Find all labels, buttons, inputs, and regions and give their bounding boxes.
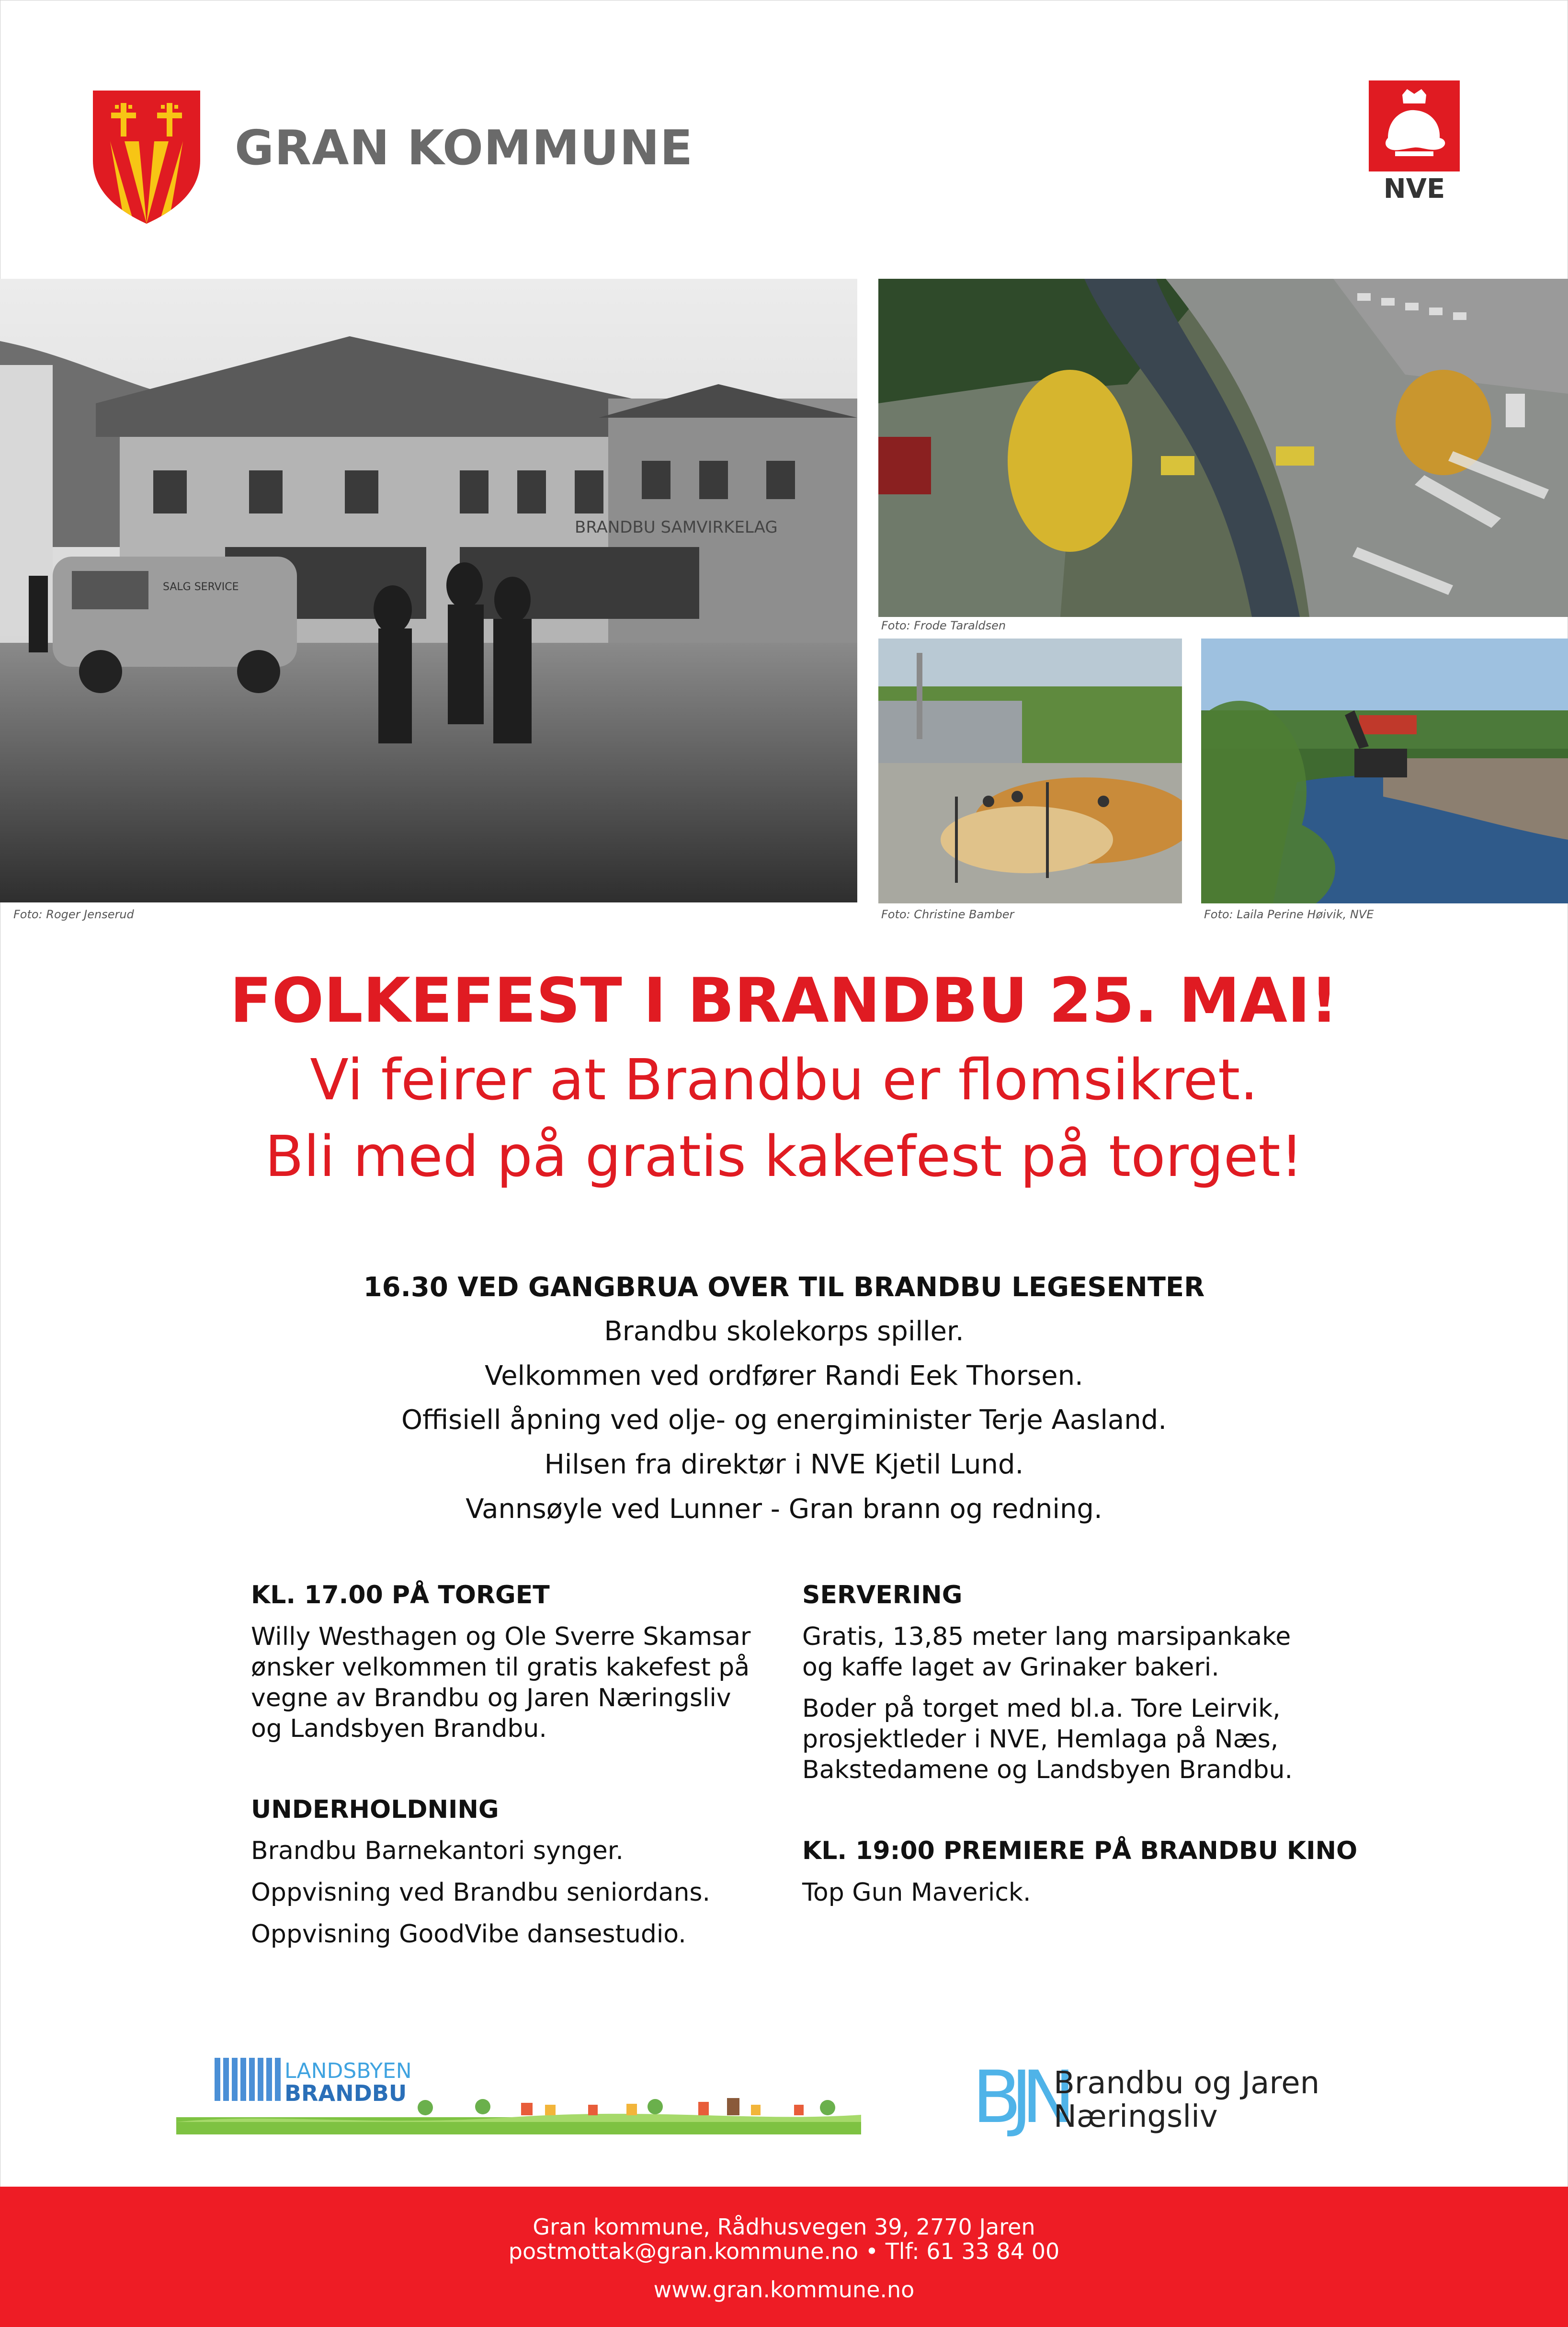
footer-bar — [0, 2187, 1568, 2327]
coat-of-arms-icon — [91, 89, 202, 225]
river-excavator-photo — [1201, 639, 1568, 903]
servering-line: prosjektleder i NVE, Hemlaga på Næs, — [802, 1725, 1279, 1754]
underholdning-line: Brandbu Barnekantori synger. — [251, 1837, 624, 1865]
servering-line: og kaffe laget av Grinaker bakeri. — [802, 1653, 1219, 1682]
program-heading: 16.30 VED GANGBRUA OVER TIL BRANDBU LEGESENTER — [363, 1272, 1205, 1303]
torget-heading: KL. 17.00 PÅ TORGET — [251, 1581, 550, 1609]
torget-line: vegne av Brandbu og Jaren Næringsliv — [251, 1684, 731, 1712]
headline-title: FOLKEFEST I BRANDBU 25. MAI! — [230, 965, 1338, 1037]
servering-line: Gratis, 13,85 meter lang marsipankake — [802, 1622, 1291, 1651]
landsbyen-brandbu-logo — [176, 2055, 861, 2136]
underholdning-line: Oppvisning GoodVibe dansestudio. — [251, 1920, 686, 1949]
torget-line: Willy Westhagen og Ole Sverre Skamsar — [251, 1622, 751, 1651]
program-line: Vannsøyle ved Lunner - Gran brann og redning. — [466, 1494, 1102, 1525]
van-sign-text: SALG SERVICE — [163, 581, 239, 593]
main-photo-caption: Foto: Roger Jenserud — [13, 908, 134, 921]
program-line: Offisiell åpning ved olje- og energiminister Terje Aasland. — [401, 1404, 1167, 1436]
nve-lion-emblem-icon — [1369, 80, 1460, 171]
headline-subtitle-2: Bli med på gratis kakefest på torget! — [265, 1123, 1303, 1189]
program-line: Brandbu skolekorps spiller. — [604, 1316, 964, 1347]
torget-line: og Landsbyen Brandbu. — [251, 1714, 547, 1743]
servering-line: Bakstedamene og Landsbyen Brandbu. — [802, 1756, 1293, 1784]
playground-photo-caption: Foto: Christine Bamber — [881, 908, 1014, 921]
river-photo-caption: Foto: Laila Perine Høivik, NVE — [1204, 908, 1374, 921]
kino-heading: KL. 19:00 PREMIERE PÅ BRANDBU KINO — [802, 1837, 1358, 1865]
bjn-line1: Brandbu og Jaren — [1054, 2065, 1320, 2101]
footer-website-link[interactable]: www.gran.kommune.no — [653, 2277, 915, 2303]
program-line: Hilsen fra direktør i NVE Kjetil Lund. — [544, 1449, 1024, 1480]
underholdning-line: Oppvisning ved Brandbu seniordans. — [251, 1878, 711, 1907]
nve-label: NVE — [1383, 173, 1445, 205]
program-line: Velkommen ved ordfører Randi Eek Thorsen. — [485, 1360, 1083, 1392]
kommune-name: GRAN KOMMUNE — [235, 120, 693, 176]
bjn-line2: Næringsliv — [1054, 2099, 1218, 2134]
historic-flood-photo — [0, 279, 857, 902]
landsbyen-line1: LANDSBYEN — [284, 2059, 412, 2083]
underholdning-heading: UNDERHOLDNING — [251, 1795, 499, 1824]
landsbyen-line2: BRANDBU — [284, 2080, 407, 2106]
brandbu-jaren-naeringsliv-logo — [967, 2055, 1331, 2141]
aerial-construction-photo — [878, 279, 1568, 617]
servering-heading: SERVERING — [802, 1581, 963, 1609]
torget-line: ønsker velkommen til gratis kakefest på — [251, 1653, 750, 1682]
kino-text: Top Gun Maverick. — [802, 1878, 1031, 1907]
aerial-photo-caption: Foto: Frode Taraldsen — [881, 619, 1006, 632]
headline-subtitle-1: Vi feirer at Brandbu er flomsikret. — [310, 1047, 1258, 1113]
footer-address: Gran kommune, Rådhusvegen 39, 2770 Jaren — [533, 2214, 1035, 2240]
playground-photo — [878, 639, 1182, 903]
nve-logo — [1369, 80, 1460, 171]
bjn-monogram: BJN — [972, 2056, 1065, 2139]
shop-sign-text: BRANDBU SAMVIRKELAG — [575, 518, 778, 537]
footer-contact[interactable]: postmottak@gran.kommune.no • Tlf: 61 33 84 00 — [508, 2238, 1060, 2264]
servering-line: Boder på torget med bl.a. Tore Leirvik, — [802, 1694, 1281, 1723]
